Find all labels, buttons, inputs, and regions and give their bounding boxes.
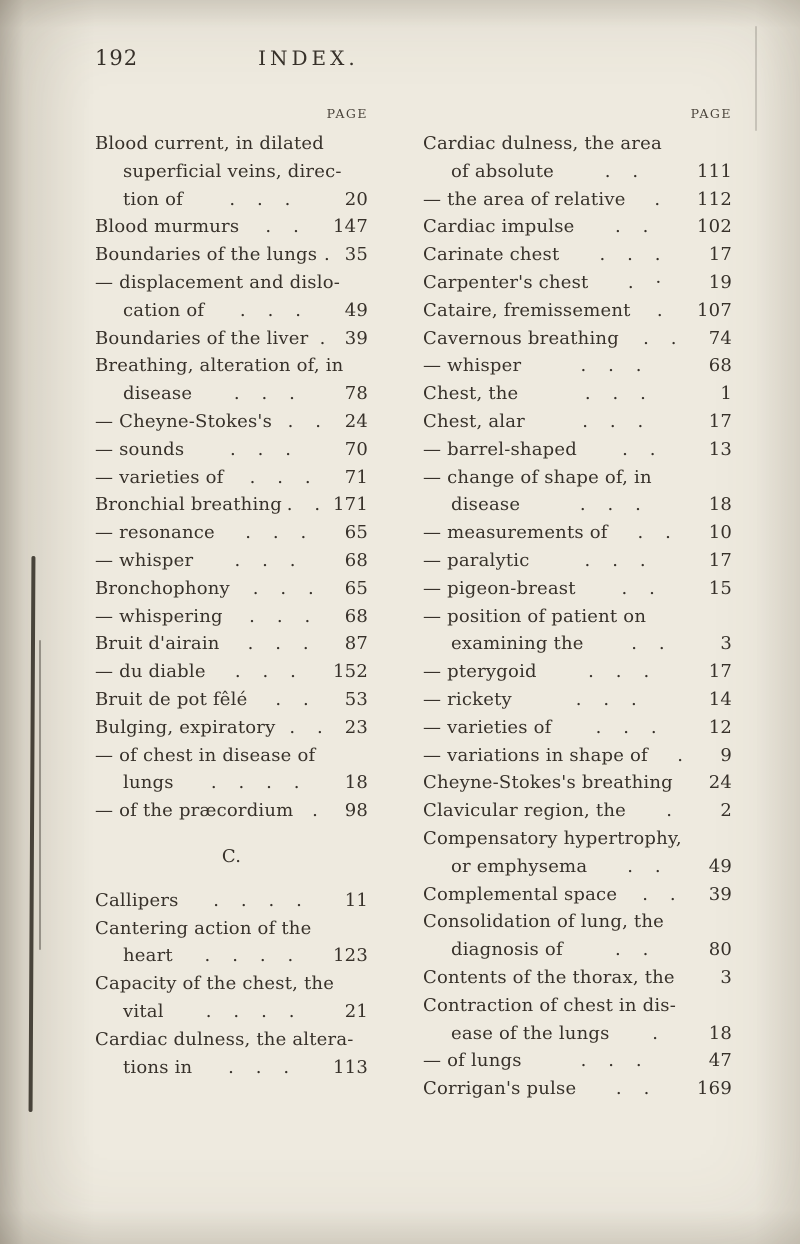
- index-entry: [95, 519, 368, 547]
- entry-text: — of chest in disease of: [95, 744, 316, 766]
- entry-text: Carpenter's chest: [423, 271, 589, 293]
- entry-text: Corrigan's pulse: [423, 1078, 577, 1100]
- entry-text: Blood murmurs: [95, 216, 240, 238]
- entry-page-number: 20: [344, 188, 368, 210]
- entry-text: — displacement and dislo-: [95, 271, 341, 293]
- entry-line: [423, 575, 732, 603]
- scan-artifact: [39, 640, 41, 950]
- entry-line: [423, 658, 732, 686]
- entry-text: — varieties of: [95, 466, 224, 488]
- index-entry: [423, 742, 732, 770]
- dot-leader: . .: [627, 855, 669, 877]
- index-entry: [95, 915, 368, 971]
- index-entry: [95, 686, 368, 714]
- entry-line: [423, 297, 732, 325]
- index-entry: [95, 325, 368, 353]
- entry-text: — of lungs: [423, 1050, 522, 1072]
- entry-page-number: 35: [344, 244, 368, 266]
- dot-leader: . .: [615, 216, 657, 238]
- dot-leader: .: [654, 188, 669, 210]
- entry-page-number: 18: [344, 772, 368, 794]
- index-entry: [95, 603, 368, 631]
- dot-leader: . . . .: [204, 945, 302, 967]
- entry-text: Cardiac dulness, the area: [423, 133, 662, 154]
- entry-line: [95, 547, 368, 575]
- entry-line: [423, 936, 732, 964]
- dot-leader: . . .: [580, 1050, 650, 1072]
- entry-text: Callipers: [95, 889, 179, 911]
- entry-text: Bulging, expiratory: [95, 716, 276, 738]
- entry-line: [95, 658, 368, 686]
- entry-line: [423, 1075, 732, 1103]
- entry-line: [423, 547, 732, 575]
- entry-text: Cantering action of the: [95, 917, 312, 939]
- entry-line: [423, 491, 732, 519]
- entry-page-number: 65: [344, 577, 368, 599]
- entry-line: [95, 603, 368, 631]
- entry-page-number: 102: [697, 216, 732, 238]
- index-entry: [423, 297, 732, 325]
- dot-leader: . . .: [584, 383, 654, 405]
- entry-page-number: 10: [708, 522, 732, 544]
- entry-page-number: 2: [720, 800, 732, 822]
- entry-page-number: 17: [708, 244, 732, 266]
- dot-leader: .: [319, 327, 334, 349]
- entry-text: — pigeon-breast: [423, 577, 576, 599]
- entry-page-number: 123: [333, 945, 368, 967]
- dot-leader: .: [656, 299, 671, 321]
- entry-line: [95, 942, 368, 970]
- index-entry: [423, 769, 732, 797]
- entry-page-number: 49: [344, 299, 368, 321]
- index-entry: [95, 464, 368, 492]
- entry-page-number: 65: [344, 522, 368, 544]
- entry-text: tion of: [123, 188, 184, 210]
- entry-page-number: 87: [344, 633, 368, 655]
- entry-page-number: 98: [344, 800, 368, 822]
- entry-page-number: 23: [344, 716, 368, 738]
- entry-text: lungs: [123, 772, 174, 794]
- index-entry: [423, 964, 732, 992]
- dot-leader: . . .: [584, 549, 654, 571]
- dot-leader: . . .: [229, 438, 300, 460]
- entry-line: [423, 630, 732, 658]
- entry-page-number: 18: [708, 1022, 732, 1044]
- entry-page-number: 113: [333, 1056, 368, 1078]
- dot-leader: . . . .: [210, 772, 308, 794]
- entry-text: vital: [123, 1000, 164, 1022]
- index-entry: [423, 130, 732, 186]
- dot-leader: . . .: [249, 466, 319, 488]
- dot-leader: . .: [604, 160, 647, 182]
- entry-text: — whispering: [95, 605, 223, 627]
- index-entry: [423, 325, 732, 353]
- entry-text: disease: [123, 383, 193, 405]
- entry-text: Chest, the: [423, 383, 519, 405]
- entry-line: [423, 1020, 732, 1048]
- entry-line: [423, 241, 732, 269]
- entry-text: superficial veins, direc-: [123, 160, 342, 182]
- entry-text: Chest, alar: [423, 410, 525, 432]
- dot-leader: . . .: [233, 383, 303, 405]
- dot-leader: . .: [265, 216, 307, 238]
- entry-page-number: 78: [344, 383, 368, 405]
- index-entry: [423, 603, 732, 659]
- entry-page-number: 152: [333, 661, 368, 683]
- dot-leader: . . .: [234, 549, 304, 571]
- entry-text: Boundaries of the liver: [95, 327, 309, 349]
- entry-page-number: 112: [697, 188, 732, 210]
- column-page-label: PAGE: [326, 106, 368, 121]
- entry-line: [95, 1054, 368, 1082]
- entry-line: [95, 575, 368, 603]
- index-entry: [95, 352, 368, 408]
- entry-page-number: 12: [708, 716, 732, 738]
- entry-line: [423, 1047, 732, 1075]
- page-number: 192: [95, 46, 139, 70]
- entry-text: — du diable: [95, 661, 206, 683]
- entry-text: Capacity of the chest, the: [95, 973, 335, 995]
- entry-line: [423, 853, 732, 881]
- dot-leader: . . .: [229, 188, 299, 210]
- index-entry: [423, 547, 732, 575]
- dot-leader: . . .: [245, 522, 315, 544]
- entry-line: [423, 352, 732, 380]
- entry-line: [95, 241, 368, 269]
- entry-page-number: 68: [344, 605, 368, 627]
- entry-text: ease of the lungs: [451, 1022, 610, 1044]
- dot-leader: . . .: [247, 633, 317, 655]
- index-entry: [95, 887, 368, 915]
- entry-text: — varieties of: [423, 716, 552, 738]
- dot-leader: . .: [622, 438, 664, 460]
- entry-page-number: 39: [344, 327, 368, 349]
- entry-line: [423, 269, 732, 297]
- dot-leader: . . .: [580, 355, 650, 377]
- index-entry: [95, 1026, 368, 1082]
- entry-line: [423, 742, 732, 770]
- index-entry: [423, 464, 732, 520]
- dot-leader: . .: [615, 1078, 658, 1100]
- index-entry: [423, 269, 732, 297]
- index-entry: [95, 742, 368, 798]
- dot-leader: . .: [275, 688, 317, 710]
- entry-page-number: 19: [708, 271, 732, 293]
- dot-leader: . . .: [575, 688, 645, 710]
- entry-text: Bronchial breathing: [95, 494, 282, 516]
- index-entry: [95, 408, 368, 436]
- entry-page-number: 9: [720, 744, 732, 766]
- dot-leader: . . .: [252, 577, 322, 599]
- entry-page-number: 24: [708, 772, 732, 794]
- entry-page-number: 53: [344, 688, 368, 710]
- dot-leader: . . .: [228, 1056, 298, 1078]
- dot-leader: . .: [631, 633, 673, 655]
- entry-page-number: 171: [333, 494, 368, 516]
- dot-leader: . .: [642, 883, 684, 905]
- entry-line: [95, 491, 368, 519]
- entry-line: [423, 686, 732, 714]
- index-entry: [423, 575, 732, 603]
- entry-page-number: 39: [708, 883, 732, 905]
- dot-leader: . .: [287, 410, 330, 432]
- entry-page-number: 70: [344, 438, 368, 460]
- dot-leader: .: [324, 244, 338, 266]
- entry-text: Blood current, in dilated: [95, 133, 324, 154]
- entry-text: — variations in shape of: [423, 744, 648, 766]
- index-entry: [95, 241, 368, 269]
- index-entry: [423, 241, 732, 269]
- entry-text: — measurements of: [423, 522, 608, 544]
- entry-page-number: 3: [720, 966, 732, 988]
- index-column-left: [95, 104, 368, 1103]
- index-entry: [423, 1047, 732, 1075]
- page-content: [95, 46, 738, 1103]
- entry-page-number: 15: [708, 577, 732, 599]
- entry-text: — whisper: [423, 355, 522, 377]
- entry-text: Cataire, fremissement: [423, 299, 631, 321]
- entry-page-number: 147: [333, 216, 368, 238]
- entry-page-number: 21: [344, 1000, 368, 1022]
- dot-leader: . .: [286, 494, 329, 516]
- index-entry: [423, 686, 732, 714]
- entry-page-number: 24: [344, 410, 368, 432]
- entry-text: — barrel-shaped: [423, 438, 577, 460]
- index-entry: [95, 436, 368, 464]
- index-entry: [423, 186, 732, 214]
- entry-page-number: 14: [708, 688, 732, 710]
- entry-text: of absolute: [451, 160, 554, 182]
- dot-leader: . . .: [599, 244, 669, 266]
- entry-text: — Cheyne-Stokes's: [95, 410, 273, 432]
- entry-page-number: 11: [344, 889, 368, 911]
- entry-text: Cavernous breathing: [423, 327, 619, 349]
- entry-text: Cheyne-Stokes's breathing: [423, 772, 673, 794]
- index-entry: [423, 714, 732, 742]
- dot-leader: .: [312, 800, 326, 822]
- entry-text: Compensatory hypertrophy,: [423, 827, 682, 849]
- index-entry: [423, 436, 732, 464]
- index-entry: [423, 380, 732, 408]
- entry-text: heart: [123, 945, 173, 967]
- dot-leader: . . .: [249, 605, 319, 627]
- entry-line: [95, 686, 368, 714]
- entry-page-number: 68: [708, 355, 732, 377]
- entry-line: [95, 408, 368, 436]
- index-column-right: [423, 104, 732, 1103]
- entry-text: examining the: [451, 633, 584, 655]
- index-entry: [423, 658, 732, 686]
- scan-artifact: [755, 26, 757, 131]
- entry-text: Contents of the thorax, the: [423, 966, 675, 988]
- entry-line: [423, 881, 732, 909]
- entry-line: [95, 464, 368, 492]
- entry-page-number: 169: [697, 1078, 732, 1100]
- section-heading: C.: [221, 845, 242, 867]
- index-entry: [423, 519, 732, 547]
- entry-line: [423, 769, 732, 797]
- dot-leader: . . .: [239, 299, 310, 321]
- entry-page-number: 18: [708, 494, 732, 516]
- entry-text: Clavicular region, the: [423, 800, 626, 822]
- index-entry: [423, 352, 732, 380]
- entry-page-number: 17: [708, 661, 732, 683]
- entry-line: [423, 408, 732, 436]
- entry-text: Bruit d'airain: [95, 633, 220, 655]
- dot-leader: . . .: [595, 716, 665, 738]
- entry-line: [95, 769, 368, 797]
- entry-page-number: 13: [708, 438, 732, 460]
- dot-leader: .: [666, 800, 681, 822]
- entry-line: [95, 998, 368, 1026]
- dot-leader: . .: [289, 716, 331, 738]
- entry-text: — rickety: [423, 688, 512, 710]
- entry-line: [423, 714, 732, 742]
- entry-text: diagnosis of: [451, 939, 563, 961]
- dot-leader: . . .: [588, 661, 658, 683]
- entry-text: Cardiac dulness, the altera-: [95, 1028, 354, 1050]
- entry-text: — change of shape of, in: [423, 466, 652, 488]
- entry-text: — resonance: [95, 522, 215, 544]
- entry-text: — whisper: [95, 549, 194, 571]
- entry-text: — position of patient on: [423, 605, 647, 627]
- entry-line: [95, 714, 368, 742]
- index-entry: [95, 630, 368, 658]
- dot-leader: . . . .: [213, 889, 311, 911]
- entry-line: [423, 158, 732, 186]
- index-entry: [95, 547, 368, 575]
- index-entry: [423, 213, 732, 241]
- entry-line: [95, 297, 368, 325]
- dot-leader: . .: [637, 522, 679, 544]
- entry-page-number: 49: [708, 855, 732, 877]
- index-entry: [423, 825, 732, 881]
- entry-line: [423, 186, 732, 214]
- column-page-label: PAGE: [690, 106, 732, 121]
- entry-text: — pterygoid: [423, 661, 537, 683]
- index-entry: [95, 575, 368, 603]
- entry-line: [423, 797, 732, 825]
- index-entry: [423, 908, 732, 964]
- entry-line: [95, 380, 368, 408]
- entry-line: [95, 325, 368, 353]
- index-entry: [95, 797, 368, 825]
- entry-text: cation of: [123, 299, 205, 321]
- index-columns: [95, 104, 738, 1103]
- entry-text: Contraction of chest in dis-: [423, 994, 677, 1016]
- dot-leader: . . .: [579, 494, 649, 516]
- dot-leader: .: [677, 744, 692, 766]
- dot-leader: . ·: [627, 271, 670, 293]
- index-entry: [423, 992, 732, 1048]
- entry-page-number: 71: [344, 466, 368, 488]
- entry-text: — the area of relative: [423, 188, 626, 210]
- entry-line: [423, 964, 732, 992]
- index-entry: [95, 970, 368, 1026]
- index-entry: [95, 130, 368, 213]
- index-entry: [95, 658, 368, 686]
- entry-line: [423, 325, 732, 353]
- index-entry: [423, 881, 732, 909]
- entry-line: [95, 213, 368, 241]
- entry-text: Boundaries of the lungs: [95, 244, 318, 266]
- entry-line: [423, 213, 732, 241]
- entry-text: tions in: [123, 1056, 193, 1078]
- entry-text: Carinate chest: [423, 244, 560, 266]
- scan-artifact: [29, 556, 36, 1112]
- entry-line: [95, 630, 368, 658]
- entry-page-number: 17: [708, 549, 732, 571]
- index-entry: [423, 797, 732, 825]
- index-entry: [95, 491, 368, 519]
- entry-text: — of the præcordium: [95, 800, 294, 822]
- entry-line: [95, 436, 368, 464]
- entry-page-number: 68: [344, 549, 368, 571]
- dot-leader: . .: [621, 577, 663, 599]
- index-entry: [95, 714, 368, 742]
- index-entry: [423, 1075, 732, 1103]
- dot-leader: . .: [643, 327, 685, 349]
- entry-text: Cardiac impulse: [423, 216, 575, 238]
- entry-text: Breathing, alteration of, in: [95, 355, 344, 377]
- entry-text: — paralytic: [423, 549, 530, 571]
- entry-page-number: 80: [708, 939, 732, 961]
- entry-text: Complemental space: [423, 883, 618, 905]
- entry-text: — sounds: [95, 438, 185, 460]
- dot-leader: . . . .: [205, 1000, 303, 1022]
- entry-text: Bruit de pot fêlé: [95, 688, 248, 710]
- dot-leader: . .: [615, 939, 657, 961]
- index-entry: [95, 269, 368, 325]
- entry-line: [95, 186, 368, 214]
- dot-leader: . . .: [582, 410, 652, 432]
- entry-page-number: 107: [697, 299, 732, 321]
- entry-page-number: 111: [697, 160, 732, 182]
- entry-line: [95, 797, 368, 825]
- entry-text: Consolidation of lung, the: [423, 911, 664, 933]
- page-title: INDEX.: [258, 46, 359, 70]
- entry-page-number: 47: [708, 1050, 732, 1072]
- entry-line: [423, 519, 732, 547]
- entry-page-number: 1: [720, 383, 732, 405]
- index-entry: [95, 213, 368, 241]
- entry-line: [423, 436, 732, 464]
- entry-page-number: 3: [720, 633, 732, 655]
- entry-line: [95, 519, 368, 547]
- dot-leader: . . .: [234, 661, 304, 683]
- entry-text: disease: [451, 494, 521, 516]
- page-header: [95, 46, 738, 70]
- dot-leader: .: [652, 1022, 667, 1044]
- entry-text: or emphysema: [451, 855, 588, 877]
- entry-text: Bronchophony: [95, 577, 230, 599]
- entry-line: [95, 887, 368, 915]
- entry-page-number: 74: [708, 327, 732, 349]
- index-entry: [423, 408, 732, 436]
- entry-line: [423, 380, 732, 408]
- entry-page-number: 17: [708, 410, 732, 432]
